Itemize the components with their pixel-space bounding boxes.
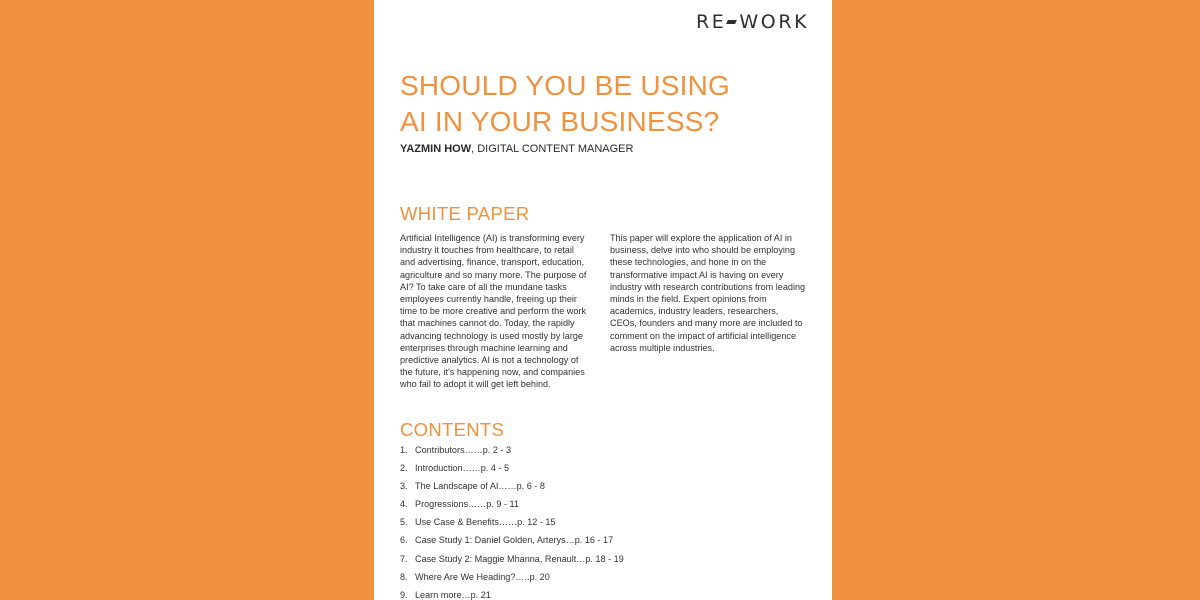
contents-item-text: Progressions……p. 9 - 11 xyxy=(415,499,519,510)
contents-item-text: Contributors……p. 2 - 3 xyxy=(415,445,512,455)
contents-item xyxy=(400,441,624,459)
contents-item-number: 4. xyxy=(400,499,408,510)
contents-item-text: Use Case & Benefits……p. 12 - 15 xyxy=(415,517,556,528)
contents-item-number: 5. xyxy=(400,517,408,528)
contents-item xyxy=(400,550,624,568)
contents-item xyxy=(400,513,624,531)
white-paper-left-paragraph: Artificial Intelligence (AI) is transforming every industry it touches from healthcare, to retail and advertising, finance, transport, education, agriculture and so many more. The purpose of AI? To take care of all the mundane tasks employees currently handle, freeing up their time to be more creative and perform the work that machines cannot do. Today, the rapidly advancing technology is used mostly by large enterprises through machine learning and predictive analytics. AI is not a technology of the future, it's happening now, and companies who fail to adopt it will get left behind. xyxy=(400,233,587,390)
contents-item xyxy=(400,495,624,513)
contents-item-text: The Landscape of AI……p. 6 - 8 xyxy=(415,481,545,492)
contents-item-number: 2. xyxy=(400,463,408,474)
contents-item-text: Case Study 2: Maggie Mhanna, Renault…p. 18 - 19 xyxy=(415,553,624,564)
contents-item-text: Where Are We Heading?…..p. 20 xyxy=(415,571,550,582)
rework-logo xyxy=(696,11,809,33)
logo-text-left: RE xyxy=(696,11,727,33)
contents-item xyxy=(400,477,624,495)
white-paper-right-paragraph: This paper will explore the application of AI in business, delve into who should be employing these technologies, and hone in on the transformative impact AI is having on every industry with research contributions from leading minds in the field. Expert opinions from academics, industry leaders, researchers, CEOs, founders and many more are included to comment on the impact of artificial intelligence across multiple industries. xyxy=(610,233,806,353)
contents-item-text: Case Study 1: Daniel Golden, Arterys…p. 16 - 17 xyxy=(415,535,614,546)
contents-item-number: 8. xyxy=(400,571,408,582)
document-title xyxy=(400,68,730,140)
title-line-2: AI IN YOUR BUSINESS? xyxy=(400,106,720,137)
contents-item xyxy=(400,459,624,477)
contents-heading: CONTENTS xyxy=(400,419,505,440)
logo-text-right: WORK xyxy=(739,11,810,33)
byline-author: YAZMIN HOW xyxy=(400,143,472,155)
byline-role: , DIGITAL CONTENT MANAGER xyxy=(471,143,634,155)
logo-dash-icon xyxy=(726,20,737,24)
contents-item-number: 6. xyxy=(400,535,408,546)
contents-item-number: 1. xyxy=(400,445,408,455)
white-paper-heading: WHITE PAPER xyxy=(400,203,530,224)
contents-item xyxy=(400,531,624,549)
contents-item xyxy=(400,586,624,600)
contents-item-text: Learn more…p. 21 xyxy=(415,589,491,600)
title-line-1: SHOULD YOU BE USING xyxy=(400,70,731,101)
document-page xyxy=(374,0,832,600)
contents-item-text: Introduction……p. 4 - 5 xyxy=(415,463,510,474)
contents-item-number: 7. xyxy=(400,553,408,564)
contents-item-number: 3. xyxy=(400,481,408,492)
contents-list xyxy=(400,441,624,600)
contents-item-number: 9. xyxy=(400,589,408,600)
contents-item xyxy=(400,568,624,586)
byline xyxy=(400,143,633,155)
